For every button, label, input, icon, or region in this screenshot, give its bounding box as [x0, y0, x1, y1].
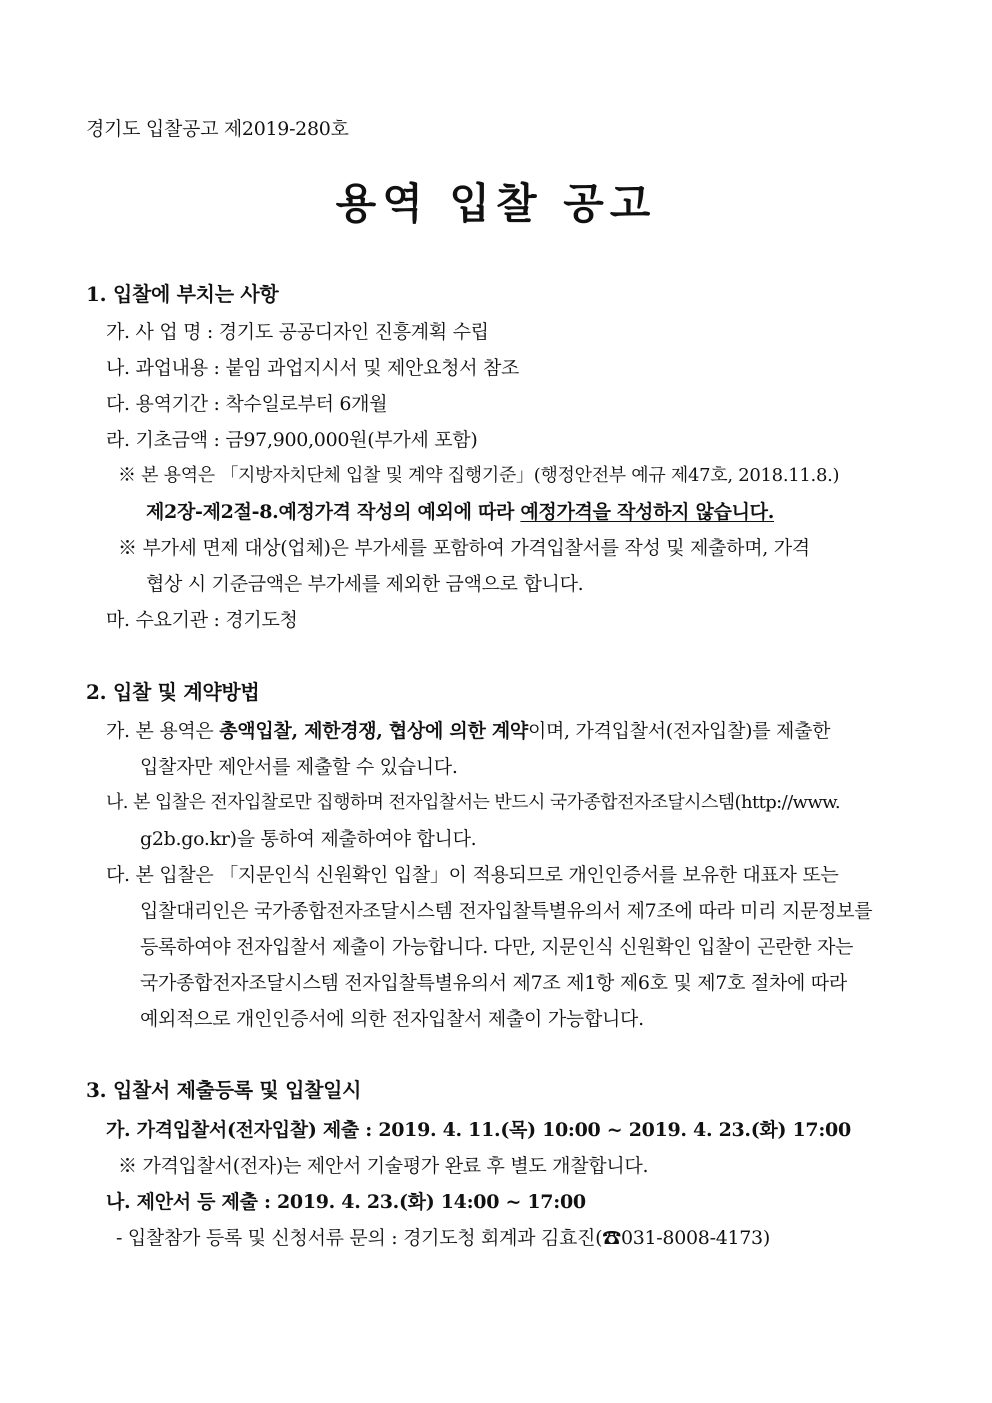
sec3-contact-phone: 031-8008-4173): [620, 1227, 770, 1249]
sec1-note1-line2: [146, 499, 992, 525]
sec2-item-na-line1: 나. 본 입찰은 전자입찰로만 집행하며 전자입찰서는 반드시 국가종합전자조달시스템(http://www.: [106, 792, 840, 813]
sec1-item-na: 나. 과업내용 : 붙임 과업지시서 및 제안요청서 참조: [106, 357, 520, 379]
sec1-item-da: 다. 용역기간 : 착수일로부터 6개월: [106, 393, 388, 415]
sec1-item-ga: 가. 사 업 명 : 경기도 공공디자인 진흥계획 수립: [106, 321, 489, 343]
notice-number: 경기도 입찰공고 제2019-280호: [86, 118, 349, 140]
sec1-item-ma: 마. 수요기관 : 경기도청: [106, 609, 298, 631]
sec2-item-na-line2: g2b.go.kr)을 통하여 제출하여야 합니다.: [140, 828, 477, 850]
sec3-ga-note: ※ 가격입찰서(전자)는 제안서 기술평가 완료 후 별도 개찰합니다.: [118, 1155, 649, 1177]
sec2-item-ga-line1: [106, 718, 992, 744]
sec1-note1-bold: 제2장-제2절-8.예정가격 작성의 예외에 따라: [146, 501, 521, 523]
document-title: 용역 입찰 공고: [335, 179, 657, 228]
sec2-item-da-line2: 입찰대리인은 국가종합전자조달시스템 전자입찰특별유의서 제7조에 따라 미리 지문정보를: [140, 900, 873, 922]
sec2-ga-bold: 총액입찰, 제한경쟁, 협상에 의한 계약: [219, 720, 528, 742]
sec3-contact: [116, 1225, 992, 1251]
sec2-ga-prefix: 가. 본 용역은: [106, 720, 220, 742]
sec1-note2-line1: ※ 부가세 면제 대상(업체)은 부가세를 포함하여 가격입찰서를 작성 및 제출하며, 가격: [118, 537, 810, 559]
sec3-item-ga: 가. 가격입찰서(전자입찰) 제출 : 2019. 4. 11.(목) 10:00 ~ 2019. 4. 23.(화) 17:00: [106, 1119, 851, 1141]
sec2-item-ga-line2: 입찰자만 제안서를 제출할 수 있습니다.: [140, 756, 458, 778]
sec2-item-da-line5: 예외적으로 개인인증서에 의한 전자입찰서 제출이 가능합니다.: [140, 1008, 644, 1030]
sec1-note1-line1: ※ 본 용역은 「지방자치단체 입찰 및 계약 집행기준」(행정안전부 예규 제47호, 2018.11.8.): [118, 465, 840, 486]
sec3-contact-text: - 입찰참가 등록 및 신청서류 문의 : 경기도청 회계과 김효진(: [116, 1227, 603, 1249]
phone-icon: ☎: [602, 1227, 621, 1249]
sec2-ga-suffix: 이며, 가격입찰서(전자입찰)를 제출한: [527, 720, 831, 742]
sec1-note2-line2: 협상 시 기준금액은 부가세를 제외한 금액으로 합니다.: [146, 573, 584, 595]
sec2-item-da-line1: 다. 본 입찰은 「지문인식 신원확인 입찰」이 적용되므로 개인인증서를 보유한 대표자 또는: [106, 864, 839, 886]
section-3-heading: 3. 입찰서 제출등록 및 입찰일시: [86, 1078, 362, 1102]
sec1-item-ra: 라. 기초금액 : 금97,900,000원(부가세 포함): [106, 429, 478, 451]
sec2-item-da-line4: 국가종합전자조달시스템 전자입찰특별유의서 제7조 제1항 제6호 및 제7호 절차에 따라: [140, 972, 847, 994]
sec3-item-na: 나. 제안서 등 제출 : 2019. 4. 23.(화) 14:00 ~ 17:00: [106, 1191, 586, 1213]
sec1-note1-underlined: 예정가격을 작성하지 않습니다.: [520, 501, 775, 523]
sec2-item-da-line3: 등록하여야 전자입찰서 제출이 가능합니다. 다만, 지문인식 신원확인 입찰이 곤란한 자는: [140, 936, 854, 958]
section-2-heading: 2. 입찰 및 계약방법: [86, 680, 260, 704]
section-1-heading: 1. 입찰에 부치는 사항: [86, 282, 279, 306]
